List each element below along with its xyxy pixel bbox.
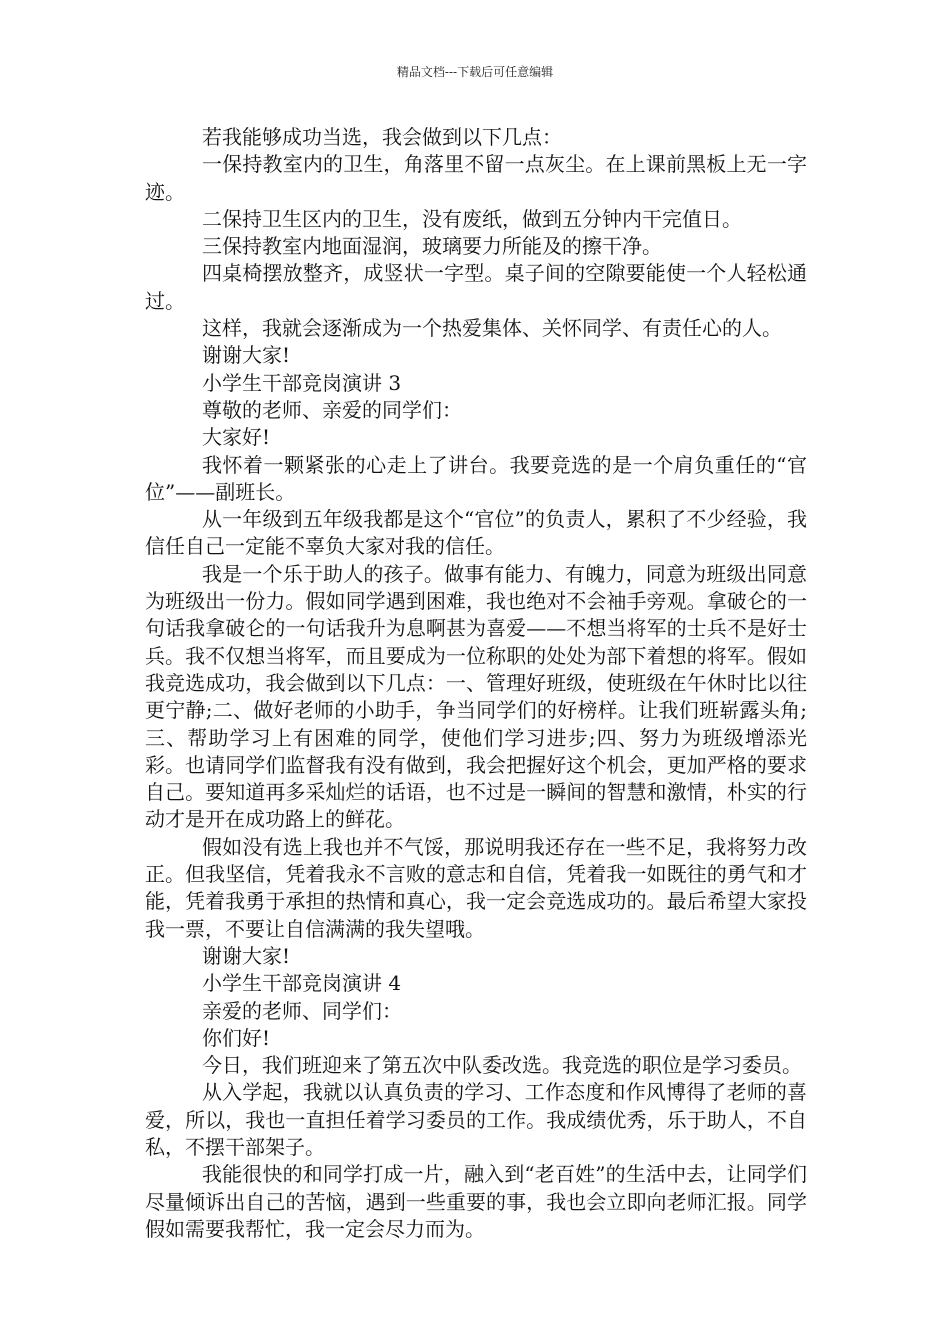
greeting: 你们好! bbox=[202, 1025, 271, 1050]
paragraph: 假如没有选上我也并不气馁，那说明我还存在一些不足，我将努力改正。但我坚信，凭着我永不言败的意志和自信，凭着我一如既往的勇气和才能，凭着我勇于承担的热情和真心，我一定会竞选成功的。最后希望大家投我一票，不要让自信满满的我失望哦。 bbox=[145, 834, 807, 941]
paragraph: 这样，我就会逐渐成为一个热爱集体、关怀同学、有责任心的人。 bbox=[202, 316, 782, 341]
paragraph: 我是一个乐于助人的孩子。做事有能力、有魄力，同意为班级出同意为班级出一份力。假如同学遇到困难，我也绝对不会袖手旁观。拿破仑的一句话我拿破仑的一句话我升为息啊甚为喜爱——不想当将军的士兵不是好士兵。我不仅想当将军，而且要成为一位称职的处处为部下着想的将军。假如我竞选成功，我会做到以下几点：一、管理好班级，使班级在午休时比以往更宁静;二、做好老师的小助手，争当同学们的好榜样。让我们班崭露头角;三、帮助学习上有困难的同学，使他们学习进步;四、努力为班级增添光彩。也请同学们监督我有没有做到，我会把握好这个机会，更加严格的要求自己。要知道再多采灿烂的话语，也不过是一瞬间的智慧和激情，朴实的行动才是开在成功路上的鲜花。 bbox=[145, 561, 807, 832]
page-header: 精品文档---下载后可任意编辑 bbox=[396, 65, 554, 79]
paragraph: 四桌椅摆放整齐，成竖状一字型。桌子间的空隙要能使一个人轻松通过。 bbox=[145, 261, 807, 313]
paragraph: 从入学起，我就以认真负责的学习、工作态度和作风博得了老师的喜爱，所以，我也一直担任着学习委员的工作。我成绩优秀，乐于助人，不自私，不摆干部架子。 bbox=[145, 1080, 807, 1159]
document-body bbox=[145, 124, 807, 1243]
paragraph: 二保持卫生区内的卫生，没有废纸，做到五分钟内干完值日。 bbox=[202, 206, 742, 231]
section-heading: 小学生干部竞岗演讲 4 bbox=[202, 971, 402, 996]
greeting: 大家好! bbox=[202, 425, 271, 450]
closing-line: 谢谢大家! bbox=[202, 943, 291, 968]
paragraph: 一保持教室内的卫生，角落里不留一点灰尘。在上课前黑板上无一字迹。 bbox=[145, 152, 807, 204]
salutation: 尊敬的老师、亲爱的同学们： bbox=[202, 397, 462, 422]
section-heading: 小学生干部竞岗演讲 3 bbox=[202, 370, 402, 395]
paragraph: 若我能够成功当选，我会做到以下几点： bbox=[202, 125, 562, 149]
paragraph: 三保持教室内地面湿润，玻璃要力所能及的擦干净。 bbox=[202, 234, 662, 259]
salutation: 亲爱的老师、同学们： bbox=[202, 998, 402, 1023]
paragraph: 今日，我们班迎来了第五次中队委改选。我竞选的职位是学习委员。 bbox=[202, 1053, 802, 1078]
closing-line: 谢谢大家! bbox=[202, 343, 291, 368]
paragraph: 从一年级到五年级我都是这个“官位”的负责人，累积了不少经验，我信任自己一定能不辜负大家对我的信任。 bbox=[145, 507, 807, 559]
paragraph: 我能很快的和同学打成一片，融入到“老百姓”的生活中去，让同学们尽量倾诉出自己的苦恼，遇到一些重要的事，我也会立即向老师汇报。同学假如需要我帮忙，我一定会尽力而为。 bbox=[145, 1162, 807, 1241]
paragraph: 我怀着一颗紧张的心走上了讲台。我要竞选的是一个肩负重任的“官位”——副班长。 bbox=[145, 452, 807, 504]
